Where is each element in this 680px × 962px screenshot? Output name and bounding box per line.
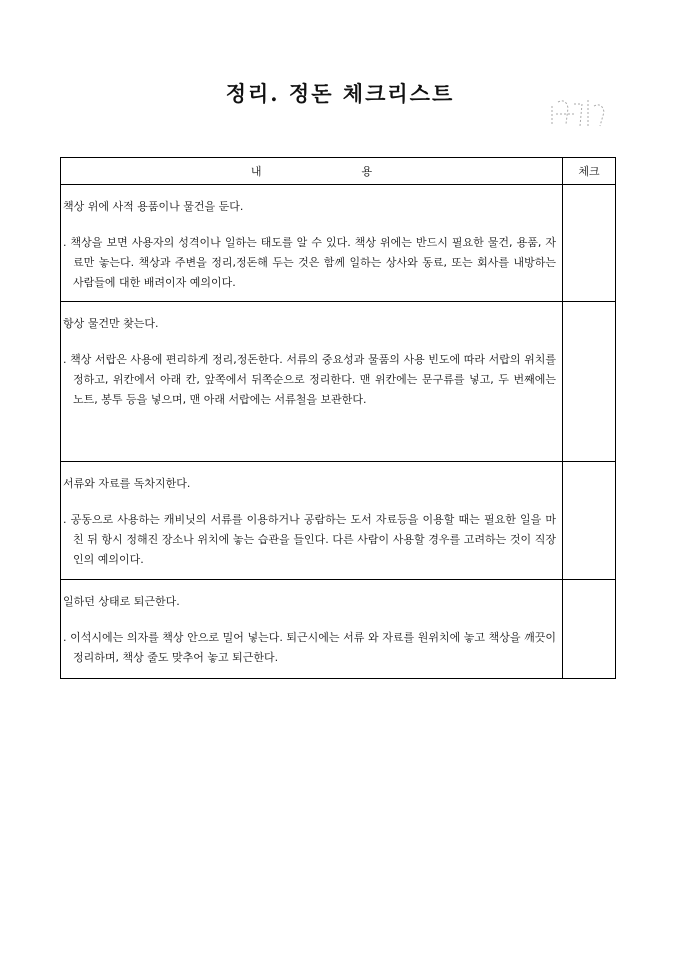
table-row <box>61 580 616 679</box>
item-description: . 공동으로 사용하는 캐비닛의 서류를 이용하거나 공람하는 도서 자료등을 이용할 때는 필요한 일을 마친 뒤 항시 정해진 장소나 위치에 놓는 습관을 들인다. 다른 사람이 사용할 경우를 고려하는 것이 직장인의 예의이다. <box>63 513 556 566</box>
page-title: 정리. 정돈 체크리스트 <box>225 81 455 106</box>
table-row <box>61 302 616 462</box>
item-content <box>61 580 563 679</box>
item-title: 책상 위에 사적 용품이나 물건을 둔다. <box>63 200 244 213</box>
faint-stamp-mark <box>546 96 610 132</box>
item-title: 일하던 상태로 퇴근한다. <box>63 595 180 608</box>
header-content-left: 내 <box>250 165 262 178</box>
item-description: . 이석시에는 의자를 책상 안으로 밀어 넣는다. 퇴근시에는 서류 와 자료를 원위치에 놓고 책상을 깨끗이 정리하며, 책상 줄도 맞추어 놓고 퇴근한다. <box>63 631 556 664</box>
item-title: 항상 물건만 찾는다. <box>63 317 159 330</box>
header-content <box>61 158 563 185</box>
header-check: 체크 <box>563 158 616 185</box>
item-content <box>61 302 563 462</box>
item-content <box>61 462 563 580</box>
item-description: . 책상을 보면 사용자의 성격이나 일하는 태도를 알 수 있다. 책상 위에는 반드시 필요한 물건, 용품, 자료만 놓는다. 책상과 주변을 정리,정돈해 두는 것은 함께 일하는 상사와 동료, 또는 회사를 내방하는 사람들에 대한 배려이자 예의이다. <box>63 236 556 289</box>
table-row <box>61 462 616 580</box>
header-content-right: 용 <box>361 165 373 178</box>
item-content <box>61 185 563 302</box>
check-cell[interactable] <box>563 185 616 302</box>
check-cell[interactable] <box>563 302 616 462</box>
table-header-row <box>61 158 616 185</box>
item-title: 서류와 자료를 독차지한다. <box>63 477 191 490</box>
check-cell[interactable] <box>563 580 616 679</box>
item-description: . 책상 서랍은 사용에 편리하게 정리,정돈한다. 서류의 중요성과 물품의 사용 빈도에 따라 서랍의 위치를 정하고, 위칸에서 아래 칸, 앞쪽에서 뒤쪽순으로 정리한다. 맨 위칸에는 문구류를 넣고, 두 번째에는 노트, 봉투 등을 넣으며, 맨 아래 서랍에는 서류철을 보관한다. <box>63 353 556 406</box>
checklist-table <box>60 157 616 679</box>
check-cell[interactable] <box>563 462 616 580</box>
table-row <box>61 185 616 302</box>
